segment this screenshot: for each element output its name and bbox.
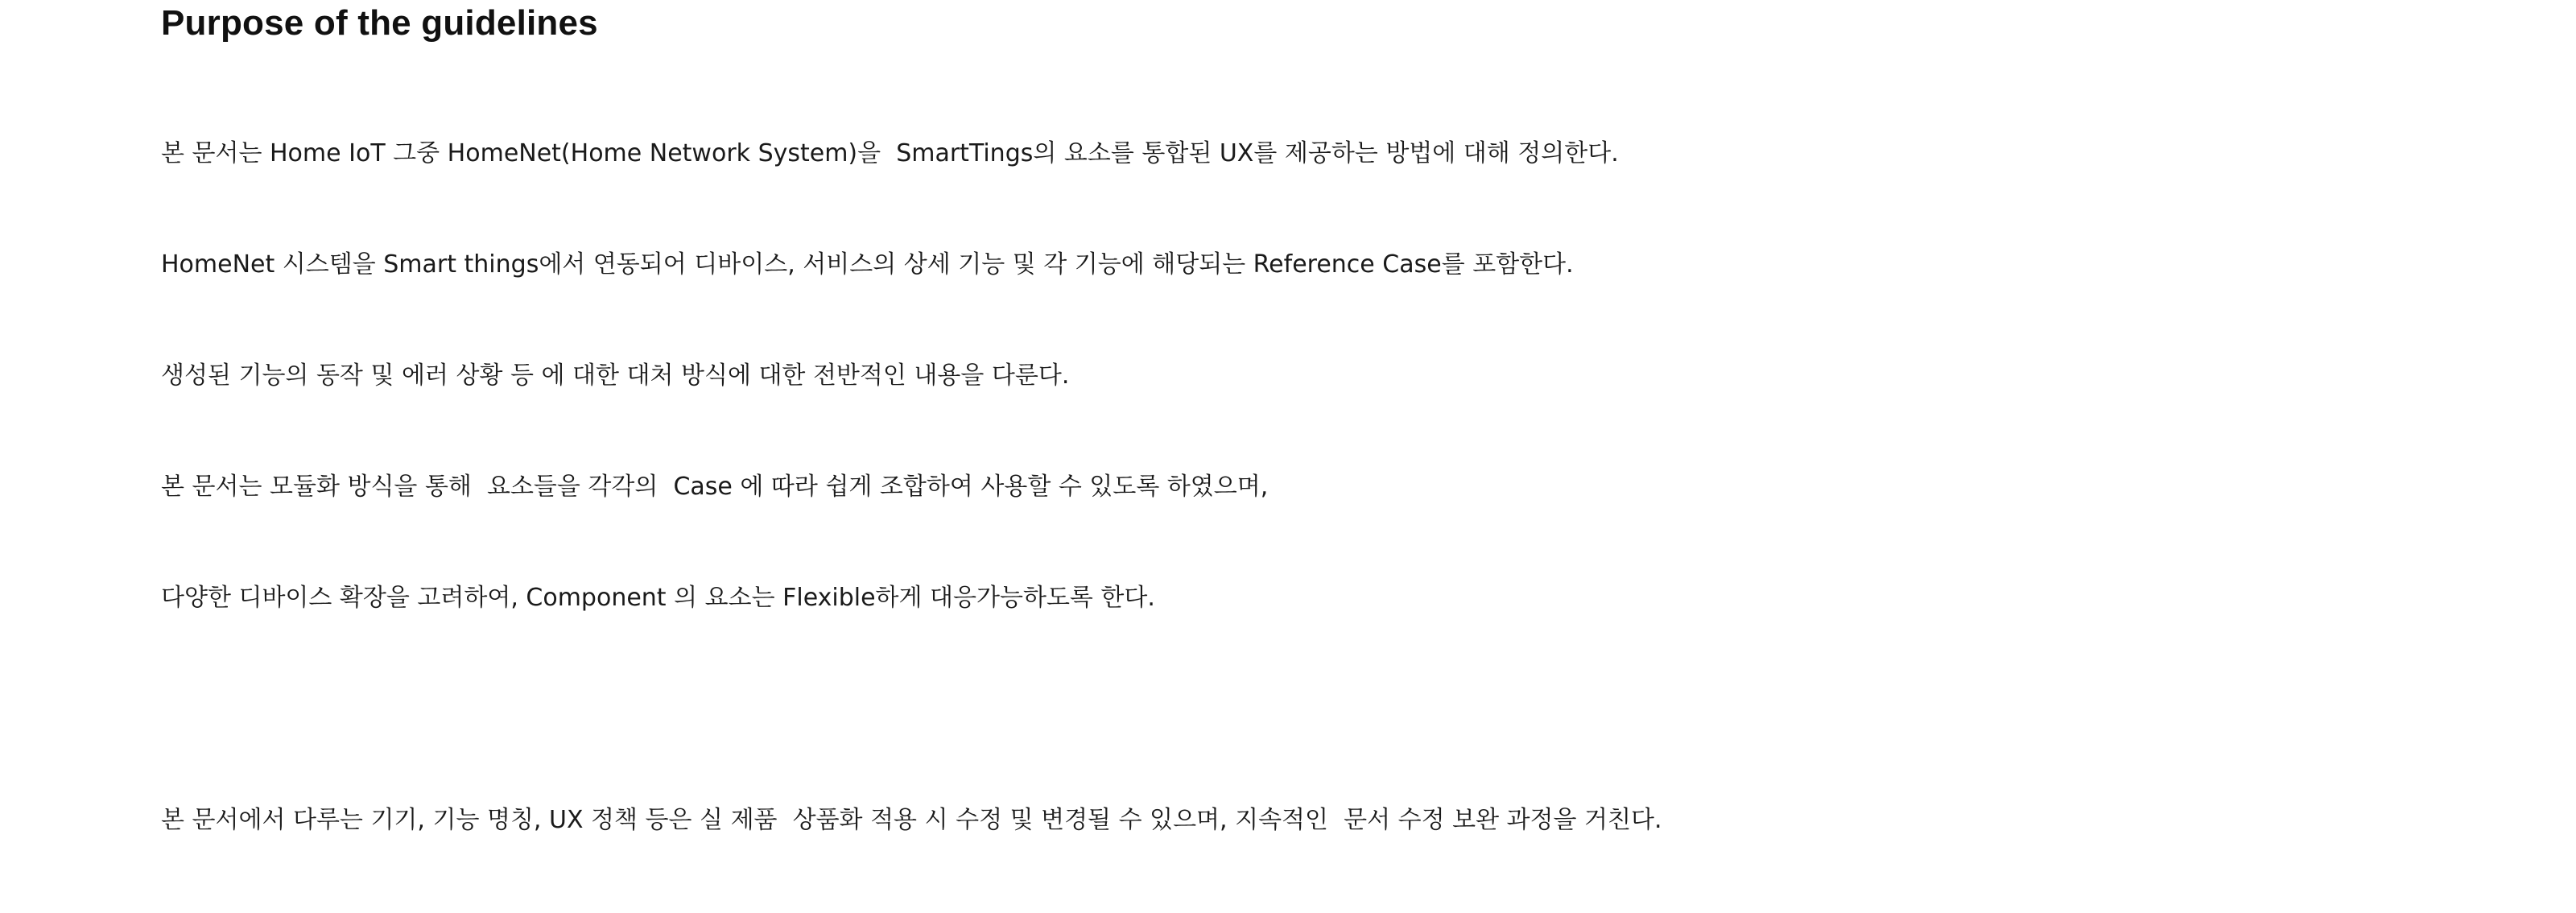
paragraph-line: 본 문서는 Home IoT 그중 HomeNet(Home Network System)을 SmartTings의 요소를 통합된 UX를 제공하는 방법에 대해 정의한다. [161,139,1619,167]
paragraph-line: 본 문서에서 다루는 기기, 기능 명칭, UX 정책 등은 실 제품 상품화 적용 시 수정 및 변경될 수 있으며, 지속적인 문서 수정 보완 과정을 거친다. [161,806,1662,834]
purpose-paragraph [161,61,2544,691]
paragraph-line: HomeNet 시스템을 Smart things에서 연동되어 디바이스, 서비스의 상세 기능 및 각 기능에 해당되는 Reference Case를 포함한다. [161,250,1574,279]
paragraph-line: 생성된 기능의 동작 및 에러 상황 등 에 대한 대처 방식에 대한 전반적인 내용을 다룬다. [161,361,1070,390]
policy-note-paragraph [161,728,2544,913]
page-title: Purpose of the guidelines [161,3,598,43]
document-body [161,0,2544,913]
paragraph-line: 본 문서는 모듈화 방식을 통해 요소들을 각각의 Case 에 따라 쉽게 조합하여 사용할 수 있도록 하였으며, [161,473,1269,501]
paragraph-line: 다양한 디바이스 확장을 고려하여, Component 의 요소는 Flexible하게 대응가능하도록 한다. [161,584,1155,612]
